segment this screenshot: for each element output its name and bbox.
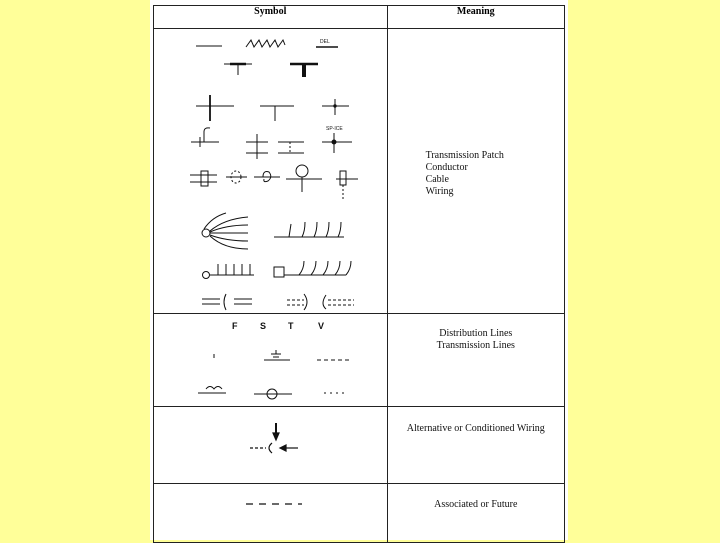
letter-s: S [260,321,267,331]
meaning-column-header: Meaning [387,6,564,29]
symbol-cell-associated [154,484,388,543]
symbol-legend-table [153,5,565,543]
meaning-associated-future: Associated or Future [434,499,518,510]
document-page [150,0,568,540]
symbol-label-del: DEL [320,39,330,45]
meaning-cell-alternative [387,407,564,484]
table-header-row [154,6,565,29]
symbol-label-splice: SP-ICE [326,126,343,132]
table-row [154,314,565,407]
table-row [154,484,565,543]
associated-future-symbol [154,484,387,542]
symbol-cell-distribution [154,314,388,407]
meaning-distribution-lines: Distribution Lines [439,328,513,339]
meaning-conductor: Conductor [425,162,468,173]
meaning-cell-associated [387,484,564,543]
meaning-transmission-patch: Transmission Patch [425,150,504,161]
meaning-transmission-lines: Transmission Lines [436,340,515,351]
meaning-cable: Cable [425,174,449,185]
meaning-cell-transmission [387,29,564,314]
table-row [154,407,565,484]
alternative-wiring-symbol [154,407,387,483]
symbol-cell-transmission [154,29,388,314]
symbol-column-header: Symbol [154,6,388,29]
symbol-cell-alternative [154,407,388,484]
letter-v: V [318,321,325,331]
meaning-wiring: Wiring [425,186,454,197]
transmission-symbols-drawing [154,29,387,313]
meaning-cell-distribution [387,314,564,407]
table-row [154,29,565,314]
meaning-alternative-wiring: Alternative or Conditioned Wiring [406,423,545,434]
letter-t: T [288,321,294,331]
distribution-symbols-drawing [154,314,387,406]
letter-f: F [232,321,238,331]
